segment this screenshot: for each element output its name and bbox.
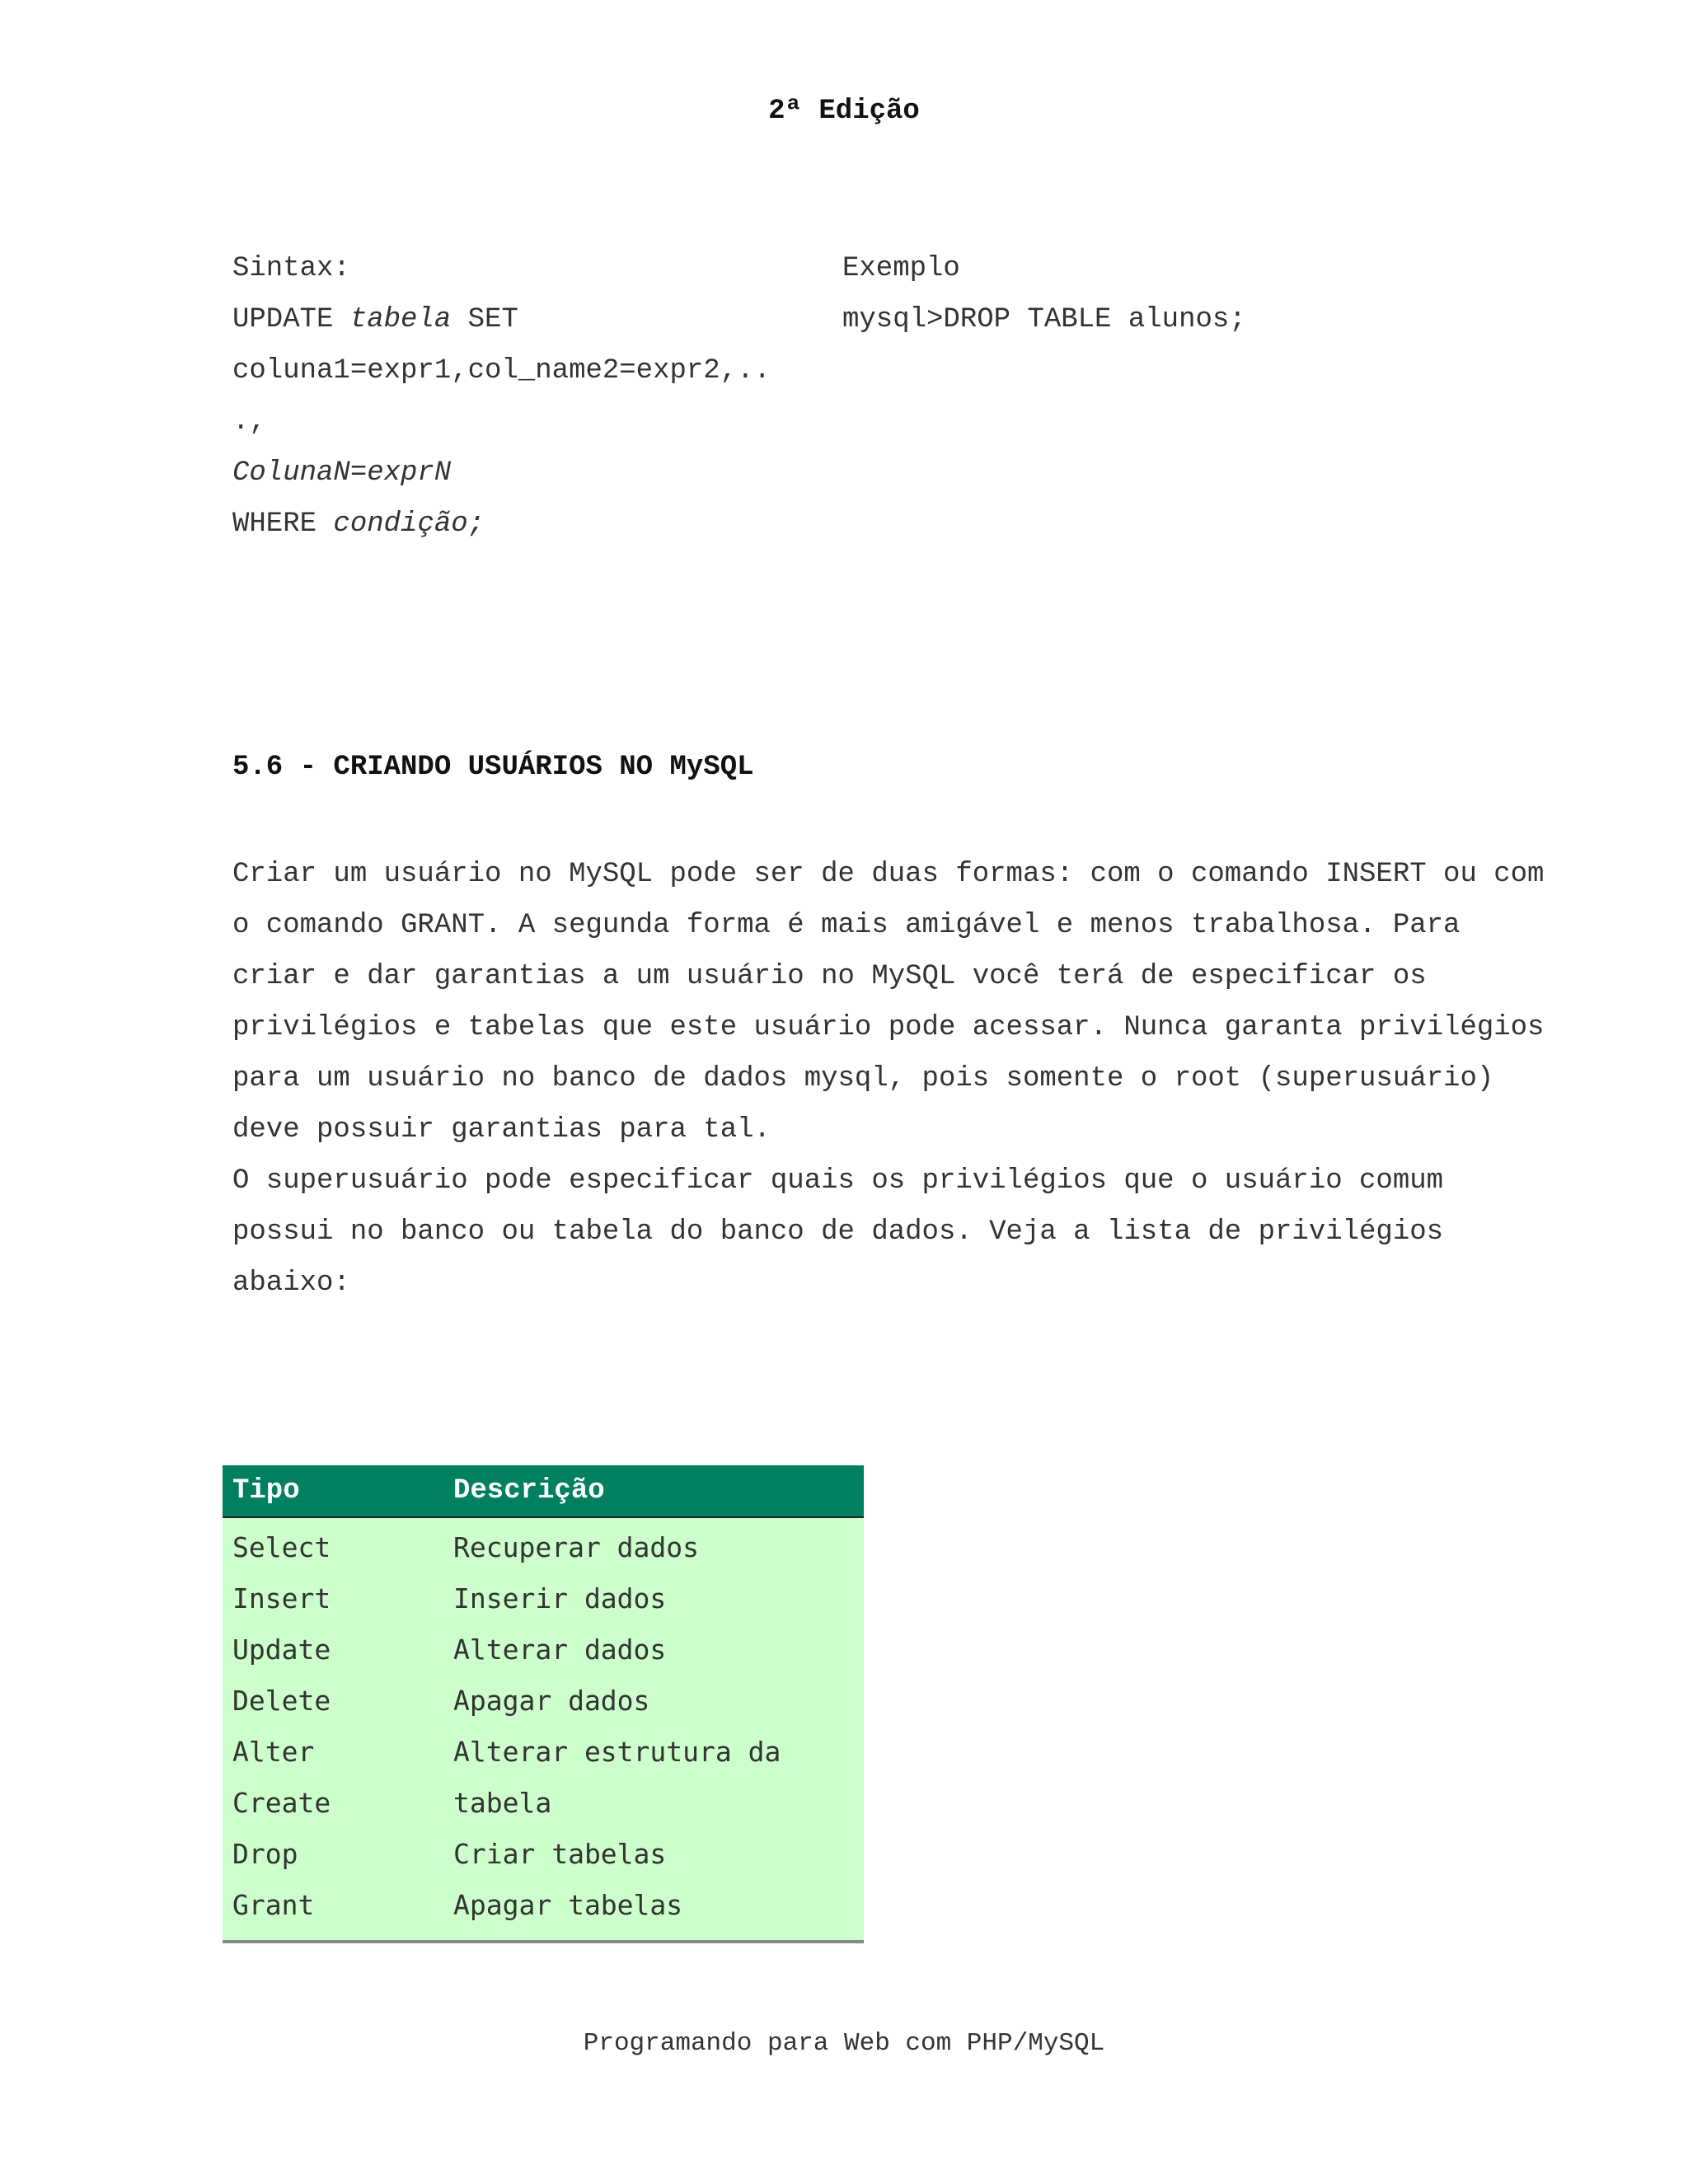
cell-descricao: Recuperar dados — [453, 1530, 700, 1563]
syntax-line-where — [232, 499, 826, 550]
paragraph-create-users: Criar um usuário no MySQL pode ser de duas formas: com o comando INSERT ou com o comando GRANT. A segunda forma é mais amigável e menos trabalhosa. Para criar e dar garantias a um usuário no MySQL você terá de especificar os privilégios e tabelas que este usuário pode acessar. Nunca garanta privilégios para um usuário no banco de dados mysql, pois somente o root (superusuário) deve possuir garantias para tal. — [232, 859, 1545, 1146]
table-row — [223, 1624, 864, 1675]
privileges-table-header — [223, 1465, 864, 1518]
syntax-block — [232, 243, 826, 550]
page-header-edition: 2ª Edição — [768, 96, 920, 127]
cell-tipo: Drop — [232, 1837, 298, 1870]
example-block — [842, 243, 1584, 345]
cell-tipo: Grant — [232, 1888, 315, 1921]
section-body — [232, 849, 1559, 1309]
privileges-table — [223, 1465, 864, 1943]
cell-descricao: Alterar estrutura da — [453, 1735, 781, 1768]
cell-descricao: tabela — [453, 1786, 552, 1819]
cell-tipo: Select — [232, 1530, 331, 1563]
syntax-update-keyword: UPDATE — [232, 304, 350, 335]
table-row — [223, 1572, 864, 1624]
syntax-table-placeholder: tabela — [349, 304, 452, 335]
cell-tipo: Delete — [232, 1684, 331, 1717]
cell-descricao: Inserir dados — [453, 1582, 667, 1615]
section-title: 5.6 - CRIANDO USUÁRIOS NO MySQL — [232, 752, 754, 783]
example-label: Exemplo — [842, 253, 960, 284]
cell-tipo: Create — [232, 1786, 331, 1819]
syntax-where-keyword: WHERE — [232, 509, 334, 540]
syntax-label: Sintax: — [232, 253, 350, 284]
syntax-line-update — [232, 294, 826, 345]
syntax-line-columns: coluna1=expr1,col_name2=expr2,.. — [232, 355, 771, 387]
table-row — [223, 1675, 864, 1726]
syntax-line-column-n: ColunaN=exprN — [232, 457, 452, 489]
cell-descricao: Alterar dados — [453, 1633, 667, 1666]
cell-descricao: Apagar tabelas — [453, 1888, 683, 1921]
table-row — [223, 1726, 864, 1777]
cell-descricao: Criar tabelas — [453, 1837, 667, 1870]
header-tipo: Tipo — [232, 1475, 300, 1507]
syntax-set-keyword: SET — [451, 304, 518, 335]
syntax-condition-placeholder: condição; — [333, 509, 485, 540]
privileges-table-body — [223, 1518, 864, 1940]
cell-tipo: Insert — [232, 1582, 331, 1615]
example-code: mysql>DROP TABLE alunos; — [842, 304, 1246, 335]
paragraph-superuser: O superusuário pode especificar quais os privilégios que o usuário comum possui no banco ou tabela do banco de dados. Veja a lista de privilégios abaixo: — [232, 1165, 1444, 1299]
syntax-line-continuation: ., — [232, 406, 266, 438]
table-row — [223, 1828, 864, 1879]
page-footer: Programando para Web com PHP/MySQL — [583, 2029, 1105, 2058]
table-row — [223, 1777, 864, 1828]
table-row — [223, 1879, 864, 1930]
table-row — [223, 1521, 864, 1572]
cell-tipo: Alter — [232, 1735, 315, 1768]
cell-tipo: Update — [232, 1633, 331, 1666]
cell-descricao: Apagar dados — [453, 1684, 650, 1717]
header-descricao: Descrição — [453, 1475, 605, 1507]
